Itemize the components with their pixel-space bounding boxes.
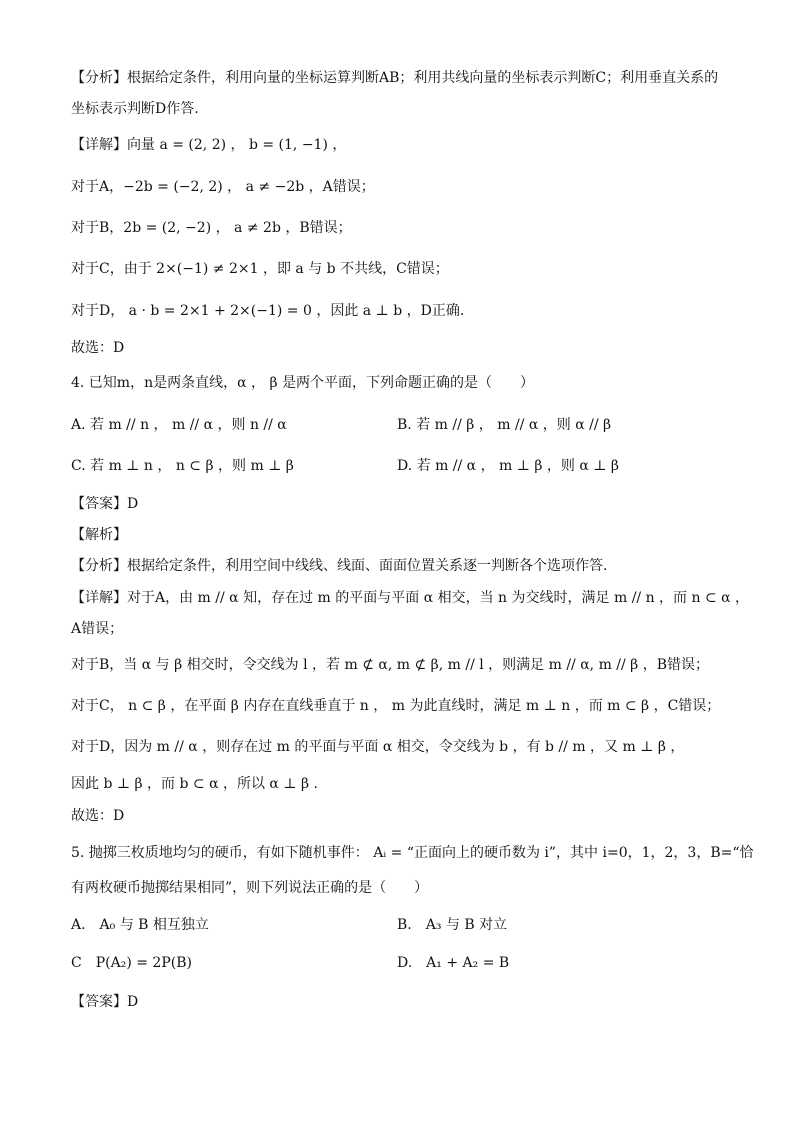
- q5-option-c: C P(A₂) = 2P(B): [71, 955, 192, 971]
- question-5-line1: 5. 抛掷三枚质地均匀的硬币，有如下随机事件： Aᵢ = “正面向上的硬币数为 i”，其中 i=0，1，2，3，B=“恰: [71, 845, 754, 861]
- q5-option-a: A. A₀ 与 B 相互独立: [71, 917, 209, 933]
- line-option-d: 对于D， a · b = 2×1 + 2×(−1) = 0 ，因此 a ⊥ b ，D正确.: [71, 303, 465, 319]
- q4-detail-d2: 因此 b ⊥ β ，而 b ⊂ α ，所以 α ⊥ β .: [71, 776, 318, 792]
- line-analysis-1: 【分析】根据给定条件，利用向量的坐标运算判断AB；利用共线向量的坐标表示判断C；利用垂直关系的: [71, 70, 719, 86]
- q4-detail-a1: 【详解】对于A，由 m // α 知，存在过 m 的平面与平面 α 相交，当 n 为交线时，满足 m // n ，而 n ⊂ α ，: [71, 590, 750, 606]
- question-4: 4. 已知m，n是两条直线，α ， β 是两个平面，下列命题正确的是（ ）: [71, 375, 534, 391]
- line-option-c: 对于C，由于 2×(−1) ≠ 2×1 ，即 a 与 b 不共线，C错误；: [71, 261, 449, 277]
- q5-option-b: B. A₃ 与 B 对立: [397, 917, 508, 933]
- q4-option-a: A. 若 m // n ， m // α ，则 n // α: [71, 417, 287, 433]
- q4-detail-d1: 对于D，因为 m // α ，则存在过 m 的平面与平面 α 相交，令交线为 b ，有 b // m ，又 m ⊥ β ，: [71, 739, 685, 755]
- line-analysis-2: 坐标表示判断D作答.: [71, 101, 199, 117]
- q4-option-d: D. 若 m // α ， m ⊥ β ，则 α ⊥ β: [397, 458, 619, 474]
- q4-choice: 故选：D: [71, 808, 125, 824]
- line-choice-3: 故选：D: [71, 340, 125, 356]
- q4-detail-a2: A错误；: [71, 621, 124, 637]
- q5-option-d: D. A₁ + A₂ = B: [397, 955, 510, 971]
- question-5-line2: 有两枚硬币抛掷结果相同”，则下列说法正确的是（ ）: [71, 880, 429, 896]
- q4-option-b: B. 若 m // β ， m // α ，则 α // β: [397, 417, 612, 433]
- q4-analysis: 【分析】根据给定条件，利用空间中线线、线面、面面位置关系逐一判断各个选项作答.: [71, 558, 608, 574]
- q5-answer: 【答案】D: [71, 994, 139, 1010]
- line-option-a: 对于A，−2b = (−2, 2) ， a ≠ −2b ，A错误；: [71, 179, 375, 195]
- q4-detail-b: 对于B，当 α 与 β 相交时，令交线为 l ，若 m ⊄ α, m ⊄ β, m // l ，则满足 m // α, m // β ，B错误；: [71, 657, 710, 673]
- q4-option-c: C. 若 m ⊥ n ， n ⊂ β ，则 m ⊥ β: [71, 458, 294, 474]
- line-detail-vectors: 【详解】向量 a = (2, 2) ， b = (1, −1) ，: [71, 137, 347, 153]
- q4-answer: 【答案】D: [71, 496, 139, 512]
- q4-explanation-title: 【解析】: [71, 527, 127, 543]
- line-option-b: 对于B，2b = (2, −2) ， a ≠ 2b ，B错误；: [71, 220, 352, 236]
- q4-detail-c: 对于C， n ⊂ β ，在平面 β 内存在直线垂直于 n ， m 为此直线时，满足 m ⊥ n ，而 m ⊂ β ，C错误；: [71, 698, 721, 714]
